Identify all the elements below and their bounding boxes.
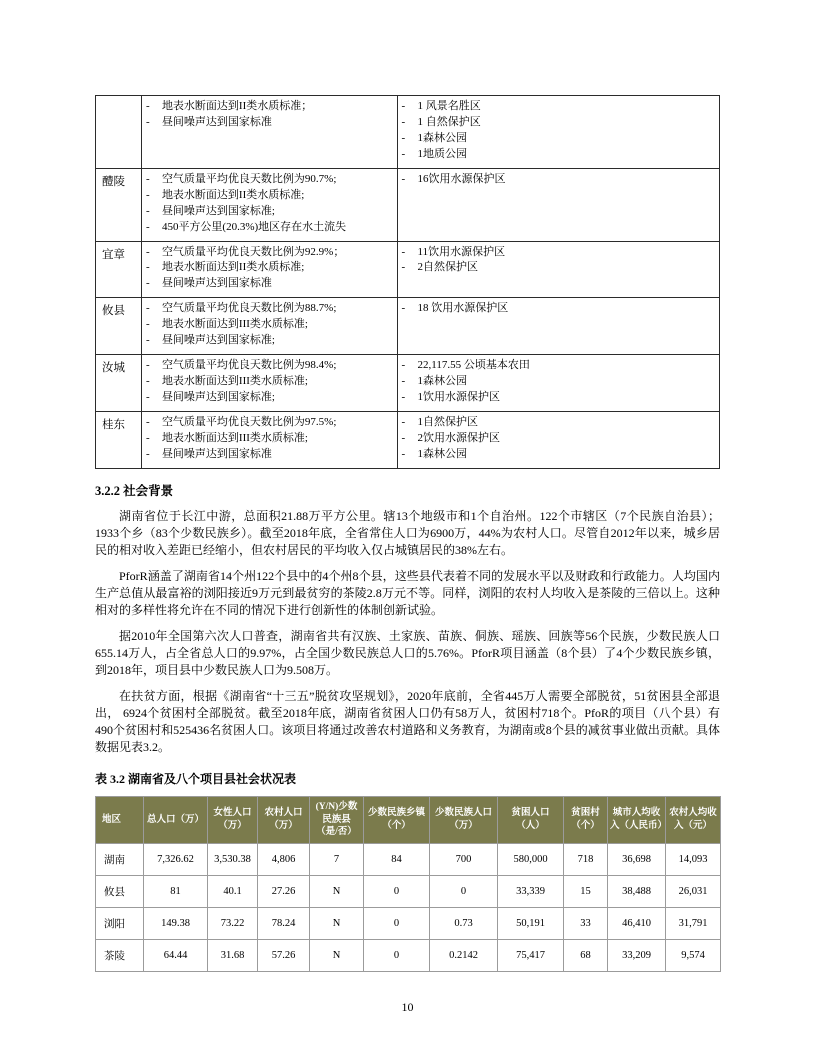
env-item: - 16饮用水源保护区: [402, 172, 715, 188]
table-cell: 27.26: [258, 876, 310, 908]
list-dash: -: [145, 115, 150, 128]
list-dash: -: [401, 302, 406, 315]
env-item: - 1森林公园: [402, 131, 715, 147]
column-header: 总人口（万）: [144, 796, 208, 843]
table-row: [96, 876, 721, 908]
table-cell: N: [310, 940, 364, 972]
list-dash: -: [401, 447, 406, 460]
table-row: [96, 168, 720, 241]
env-item: - 昼间噪声达到国家标准: [146, 447, 393, 463]
list-dash: -: [401, 415, 406, 428]
table-cell: N: [310, 876, 364, 908]
column-header: 贫困村（个）: [564, 796, 608, 843]
table-row: [96, 96, 720, 169]
table-cell: N: [310, 908, 364, 940]
list-dash: -: [401, 245, 406, 258]
table-cell: 73.22: [208, 908, 258, 940]
paragraph: PforR涵盖了湖南省14个州122个县中的4个州8个县，这些县代表着不同的发展水平以及财政和行政能力。人均国内生产总值从最富裕的浏阳接近9万元到最贫穷的茶陵2.8万元不等。同样，浏阳的农村人均收入是茶陵的三倍以上。这种相对的多样性将允许在不同的情况下进行创新性的体制创新试验。: [95, 568, 720, 617]
column-header: 城市人均收入（人民币）: [608, 796, 666, 843]
table-cell: 57.26: [258, 940, 310, 972]
table-cell: 580,000: [498, 844, 564, 876]
list-dash: -: [401, 115, 406, 128]
env-left-cell: [141, 168, 397, 241]
column-header: 贫困人口（人）: [498, 796, 564, 843]
list-dash: -: [145, 391, 150, 403]
table-cell: 15: [564, 876, 608, 908]
table-cell: 0.73: [430, 908, 498, 940]
list-dash: -: [145, 100, 150, 112]
table-cell: 26,031: [666, 876, 721, 908]
table-cell: 0.2142: [430, 940, 498, 972]
column-header: (Y/N)少数民族县（是/否）: [310, 796, 364, 843]
table-cell: 4,806: [258, 844, 310, 876]
region-cell: 桂东: [96, 411, 142, 468]
env-left-cell: [141, 241, 397, 298]
list-dash: -: [401, 431, 406, 444]
list-dash: -: [401, 391, 406, 403]
env-right-cell: [397, 96, 719, 169]
column-header: 农村人均收入（元）: [666, 796, 721, 843]
table-cell: 36,698: [608, 844, 666, 876]
list-dash: -: [145, 431, 150, 444]
list-dash: -: [145, 302, 150, 315]
paragraph: 据2010年全国第六次人口普查，湖南省共有汉族、土家族、苗族、侗族、瑶族、回族等56个民族，少数民族人口655.14万人，占全省总人口的9.97%，占全国少数民族总人口的5.76%。PforR项目涵盖（8个县）了4个少数民族乡镇，到2018年，项目县中少数民族人口为9.508万。: [95, 628, 720, 677]
env-item: - 1森林公园: [402, 447, 715, 463]
page-content: [95, 95, 720, 972]
env-right-cell: [397, 355, 719, 412]
table-cell: 7: [310, 844, 364, 876]
list-dash: -: [145, 261, 150, 274]
env-right-cell: [397, 298, 719, 355]
table-cell: 0: [364, 940, 430, 972]
table-row: [96, 411, 720, 468]
env-left-cell: [141, 96, 397, 169]
env-item: - 地表水断面达到III类水质标准;: [146, 431, 393, 447]
table-cell: 茶陵: [96, 940, 144, 972]
env-item: - 11饮用水源保护区: [402, 245, 715, 261]
table-cell: 0: [430, 876, 498, 908]
table-cell: 149.38: [144, 908, 208, 940]
list-dash: -: [145, 277, 150, 290]
env-item: - 地表水断面达到III类水质标准;: [146, 317, 393, 333]
table-cell: 33,339: [498, 876, 564, 908]
env-item: - 1饮用水源保护区: [402, 390, 715, 406]
env-item: - 空气质量平均优良天数比例为90.7%;: [146, 172, 393, 188]
table-cell: 700: [430, 844, 498, 876]
list-dash: -: [145, 415, 150, 428]
region-cell: 汝城: [96, 355, 142, 412]
list-dash: -: [401, 359, 406, 372]
env-item: - 昼间噪声达到国家标准;: [146, 390, 393, 406]
table-cell: 38,488: [608, 876, 666, 908]
env-item: - 2饮用水源保护区: [402, 431, 715, 447]
table-cell: 718: [564, 844, 608, 876]
paragraph: 湖南省位于长江中游，总面积21.88万平方公里。辖13个地级市和1个自治州。122个市辖区（7个民族自治县）；1933个乡（83个少数民族乡）。截至2018年底，全省常住人口为6900万，44%为农村人口。尽管自2012年以来，城乡居民的相对收入差距已经缩小，但农村居民的平均收入仅占城镇居民的38%左右。: [95, 508, 720, 557]
env-right-cell: [397, 168, 719, 241]
env-item: - 地表水断面达到III类水质标准;: [146, 374, 393, 390]
table-row: [96, 908, 721, 940]
table-cell: 3,530.38: [208, 844, 258, 876]
env-item: - 1地质公园: [402, 147, 715, 163]
env-item: - 2自然保护区: [402, 260, 715, 276]
env-item: - 1 自然保护区: [402, 115, 715, 131]
table-cell: 33,209: [608, 940, 666, 972]
table-cell: 0: [364, 876, 430, 908]
table-caption: 表 3.2 湖南省及八个项目县社会状况表: [95, 771, 297, 786]
list-dash: -: [145, 245, 150, 258]
header-row: [96, 796, 721, 843]
env-item: - 1森林公园: [402, 374, 715, 390]
column-header: 少数民族人口（万）: [430, 796, 498, 843]
table-cell: 0: [364, 908, 430, 940]
region-cell: 宜章: [96, 241, 142, 298]
env-item: - 1自然保护区: [402, 415, 715, 431]
list-dash: -: [401, 100, 406, 112]
page-number: 10: [401, 1000, 414, 1014]
env-item: - 昼间噪声达到国家标准: [146, 115, 393, 131]
paragraph: 在扶贫方面，根据《湖南省“十三五”脱贫攻坚规划》，2020年底前，全省445万人需要全部脱贫，51贫困县全部退出， 6924个贫困村全部脱贫。截至2018年底，湖南省贫困人口仍有58万人，贫困村718个。PfoR的项目（八个县）有490个贫困村和525436名贫困人口。该项目将通过改善农村道路和义务教育，为湖南或8个县的减贫事业做出贡献。具体数据见表3.2。: [95, 688, 720, 754]
table-cell: 46,410: [608, 908, 666, 940]
env-item: - 昼间噪声达到国家标准;: [146, 204, 393, 220]
list-dash: -: [401, 375, 406, 388]
env-item: - 22,117.55 公顷基本农田: [402, 358, 715, 374]
table-row: [96, 298, 720, 355]
env-item: - 地表水断面达到II类水质标准;: [146, 260, 393, 276]
table-cell: 75,417: [498, 940, 564, 972]
section-heading: 3.2.2 社会背景: [95, 483, 174, 498]
env-item: - 空气质量平均优良天数比例为97.5%;: [146, 415, 393, 431]
list-dash: -: [145, 375, 150, 388]
env-left-cell: [141, 298, 397, 355]
social-status-table: [95, 796, 721, 972]
table-cell: 64.44: [144, 940, 208, 972]
env-item: - 空气质量平均优良天数比例为98.4%;: [146, 358, 393, 374]
table-cell: 7,326.62: [144, 844, 208, 876]
env-item: - 昼间噪声达到国家标准;: [146, 333, 393, 349]
list-dash: -: [145, 334, 150, 347]
env-item: - 空气质量平均优良天数比例为92.9%；: [146, 245, 393, 261]
table-cell: 68: [564, 940, 608, 972]
env-item: - 18 饮用水源保护区: [402, 301, 715, 317]
table-row: [96, 844, 721, 876]
environment-table: [95, 95, 720, 469]
list-dash: -: [401, 172, 406, 185]
region-cell: 攸县: [96, 298, 142, 355]
column-header: 农村人口（万）: [258, 796, 310, 843]
list-dash: -: [145, 188, 150, 201]
table-cell: 33: [564, 908, 608, 940]
list-dash: -: [145, 447, 150, 460]
table-cell: 50,191: [498, 908, 564, 940]
table-cell: 攸县: [96, 876, 144, 908]
list-dash: -: [145, 318, 150, 331]
list-dash: -: [401, 147, 406, 160]
table-cell: 84: [364, 844, 430, 876]
table-cell: 40.1: [208, 876, 258, 908]
env-item: - 空气质量平均优良天数比例为88.7%;: [146, 301, 393, 317]
table-cell: 浏阳: [96, 908, 144, 940]
list-dash: -: [145, 359, 150, 372]
list-dash: -: [145, 220, 150, 233]
env-item: - 昼间噪声达到国家标准: [146, 276, 393, 292]
table-cell: 31.68: [208, 940, 258, 972]
env-item: - 地表水断面达到II类水质标准;: [146, 188, 393, 204]
list-dash: -: [145, 204, 150, 217]
table-cell: 14,093: [666, 844, 721, 876]
table-row: [96, 355, 720, 412]
table-cell: 湖南: [96, 844, 144, 876]
env-right-cell: [397, 241, 719, 298]
region-cell: 醴陵: [96, 168, 142, 241]
region-cell: [96, 96, 142, 169]
column-header: 少数民族乡镇（个）: [364, 796, 430, 843]
env-right-cell: [397, 411, 719, 468]
table-cell: 81: [144, 876, 208, 908]
list-dash: -: [145, 172, 150, 185]
env-item: - 450平方公里(20.3%)地区存在水土流失: [146, 220, 393, 236]
env-left-cell: [141, 355, 397, 412]
table-row: [96, 241, 720, 298]
list-dash: -: [401, 131, 406, 144]
column-header: 地区: [96, 796, 144, 843]
list-dash: -: [401, 261, 406, 274]
table-cell: 9,574: [666, 940, 721, 972]
table-row: [96, 940, 721, 972]
env-left-cell: [141, 411, 397, 468]
table-cell: 31,791: [666, 908, 721, 940]
env-item: - 地表水断面达到II类水质标准；: [146, 99, 393, 115]
table-cell: 78.24: [258, 908, 310, 940]
column-header: 女性人口（万）: [208, 796, 258, 843]
env-item: - 1 风景名胜区: [402, 99, 715, 115]
